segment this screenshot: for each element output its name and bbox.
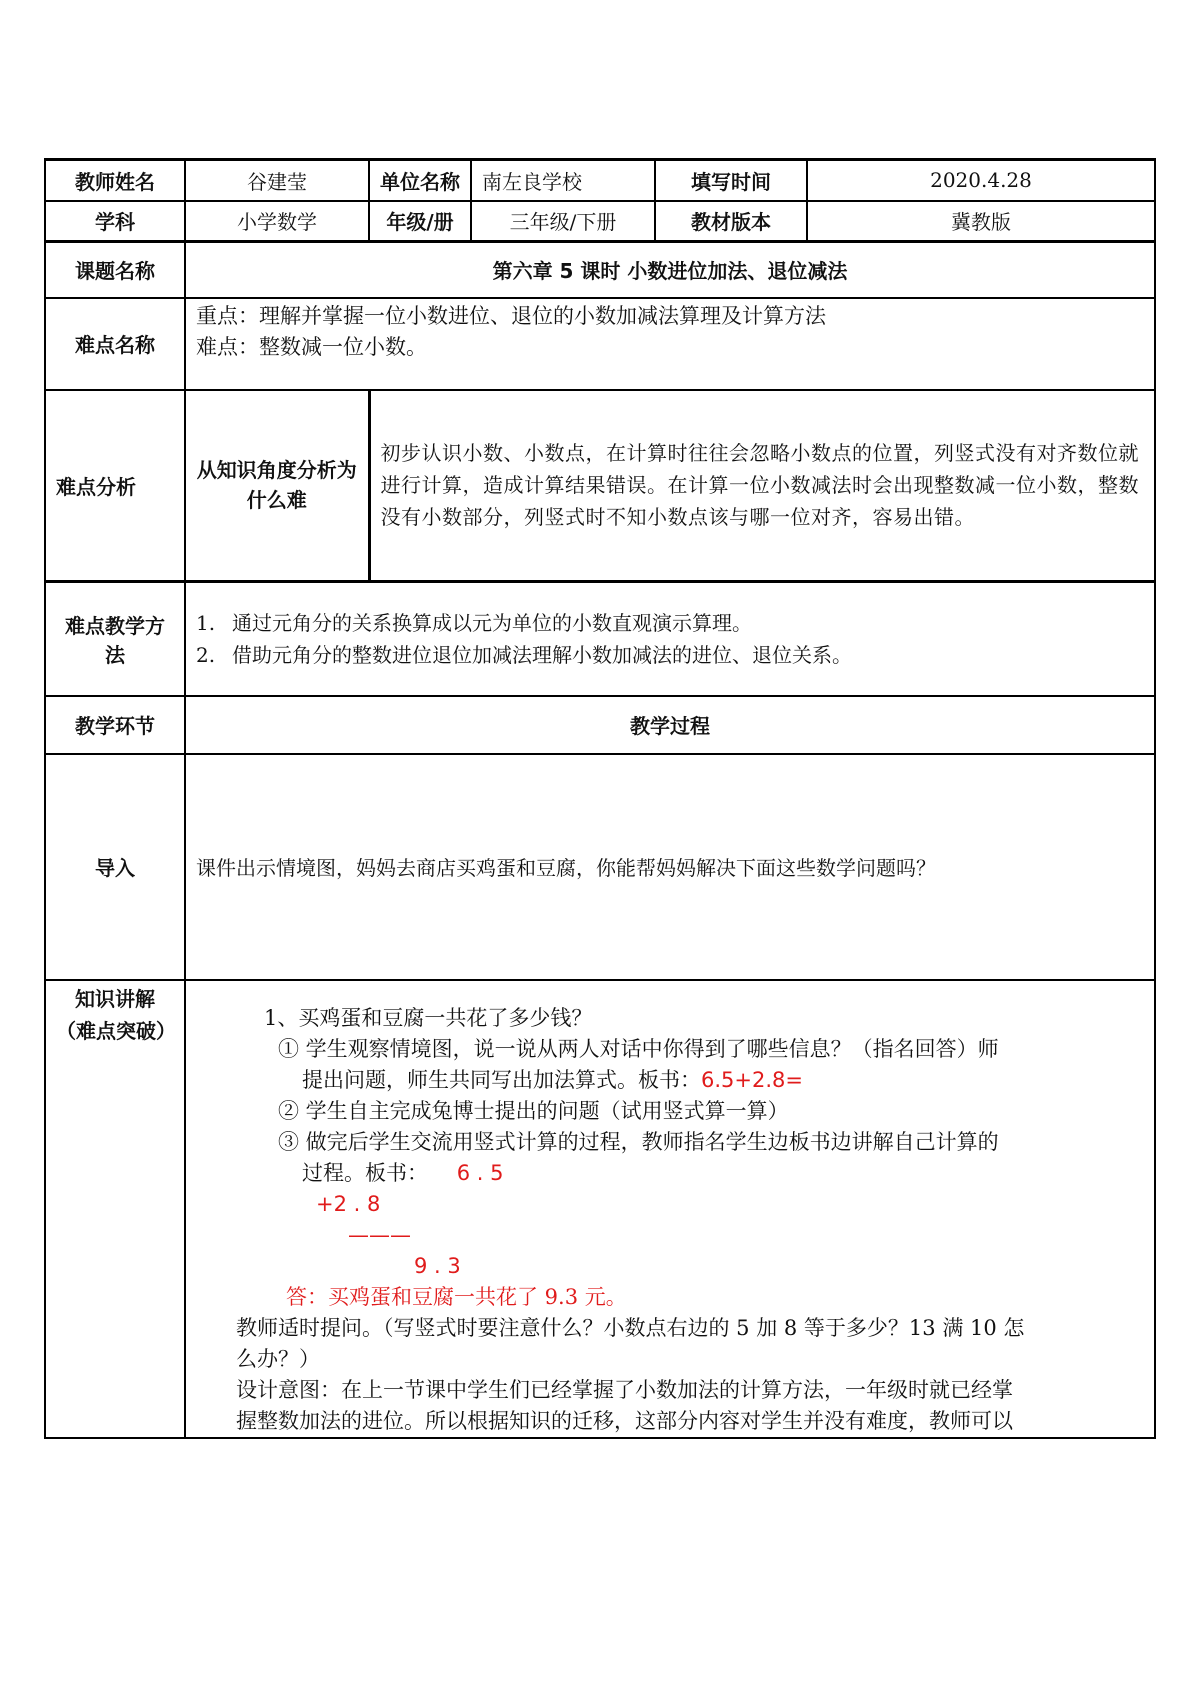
topic-label: 课题名称 — [45, 242, 185, 298]
analysis-label: 难点分析 — [45, 390, 185, 582]
vertical-calc-rule: ——— — [348, 1222, 411, 1247]
difficulty-content — [185, 298, 1155, 390]
knowledge-label-line2: （难点突破） — [56, 1018, 176, 1043]
answer-text: 答：买鸡蛋和豆腐一共花了 9.3 元。 — [286, 1284, 627, 1309]
difficult-point-text: 难点：整数减一位小数。 — [196, 334, 427, 359]
method-list — [196, 607, 1144, 671]
method-row — [45, 582, 1155, 696]
topic-row — [45, 242, 1155, 298]
step-2: ② 学生自主完成兔博士提出的问题（试用竖式算一算） — [278, 1098, 789, 1123]
grade-label: 年级/册 — [369, 201, 471, 242]
grade-value: 三年级/下册 — [471, 201, 655, 242]
intro-label: 导入 — [45, 754, 185, 980]
board-expression: 6.5+2.8= — [701, 1067, 803, 1092]
unit-value: 南左良学校 — [471, 160, 655, 201]
step-1-line-b: 提出问题，师生共同写出加法算式。板书：6.5+2.8= — [302, 1067, 803, 1092]
info-row-1 — [45, 160, 1155, 201]
step-3-line-b: 过程。板书： 6 . 5 — [302, 1160, 504, 1185]
design-line-1: 设计意图：在上一节课中学生们已经掌握了小数加法的计算方法，一年级时就已经掌 — [236, 1377, 1013, 1402]
vertical-calc-top: 6 . 5 — [456, 1160, 504, 1185]
key-point-text: 重点：理解并掌握一位小数进位、退位的小数加减法算理及计算方法 — [196, 303, 826, 328]
method-label: 难点教学方法 — [45, 582, 185, 696]
design-line-2: 握整数加法的进位。所以根据知识的迁移，这部分内容对学生并没有难度，教师可以 — [236, 1408, 1013, 1433]
method-content — [185, 582, 1155, 696]
analysis-row — [45, 390, 1155, 582]
knowledge-label-line1: 知识讲解 — [75, 986, 155, 1011]
info-row-2 — [45, 201, 1155, 242]
analysis-text: 初步认识小数、小数点，在计算时往往会忽略小数点的位置，列竖式没有对齐数位就进行计算，造成计算结果错误。在计算一位小数减法时会出现整数减一位小数，整数没有小数部分，列竖式时不知小数点该与哪一位对齐，容易出错。 — [369, 390, 1155, 582]
prompt-line-1: 教师适时提问。（写竖式时要注意什么？小数点右边的 5 加 8 等于多少？13 满 10 怎 — [236, 1315, 1025, 1340]
subject-value: 小学数学 — [185, 201, 369, 242]
lesson-plan-sheet — [44, 158, 1154, 1439]
intro-text: 课件出示情境图，妈妈去商店买鸡蛋和豆腐，你能帮妈妈解决下面这些数学问题吗？ — [185, 754, 1155, 980]
step-1-line-a: ① 学生观察情境图，说一说从两人对话中你得到了哪些信息？（指名回答）师 — [278, 1036, 999, 1061]
analysis-sub-label: 从知识角度分析为什么难 — [185, 390, 369, 582]
topic-value: 第六章 5 课时 小数进位加法、退位减法 — [185, 242, 1155, 298]
vertical-calc-result: 9 . 3 — [414, 1253, 461, 1278]
lesson-plan-table — [44, 158, 1156, 1439]
knowledge-label — [45, 980, 185, 1438]
process-header-row — [45, 696, 1155, 754]
process-label: 教学环节 — [45, 696, 185, 754]
method-item: 1. 通过元角分的关系换算成以元为单位的小数直观演示算理。 — [196, 610, 752, 635]
intro-row — [45, 754, 1155, 980]
teacher-value: 谷建莹 — [185, 160, 369, 201]
knowledge-row — [45, 980, 1155, 1438]
difficulty-row — [45, 298, 1155, 390]
unit-label: 单位名称 — [369, 160, 471, 201]
prompt-line-2: 么办？） — [236, 1346, 320, 1371]
subject-label: 学科 — [45, 201, 185, 242]
knowledge-content — [185, 980, 1155, 1438]
date-value: 2020.4.28 — [807, 160, 1155, 201]
step-3-line-a: ③ 做完后学生交流用竖式计算的过程，教师指名学生边板书边讲解自己计算的 — [278, 1129, 999, 1154]
vertical-calc-addend: +2 . 8 — [316, 1191, 381, 1216]
process-value: 教学过程 — [185, 696, 1155, 754]
date-label: 填写时间 — [655, 160, 807, 201]
difficulty-label: 难点名称 — [45, 298, 185, 390]
edition-label: 教材版本 — [655, 201, 807, 242]
teacher-label: 教师姓名 — [45, 160, 185, 201]
method-item: 2. 借助元角分的整数进位退位加减法理解小数加减法的进位、退位关系。 — [196, 642, 852, 667]
question-1: 1、买鸡蛋和豆腐一共花了多少钱？ — [264, 1005, 593, 1030]
edition-value: 冀教版 — [807, 201, 1155, 242]
